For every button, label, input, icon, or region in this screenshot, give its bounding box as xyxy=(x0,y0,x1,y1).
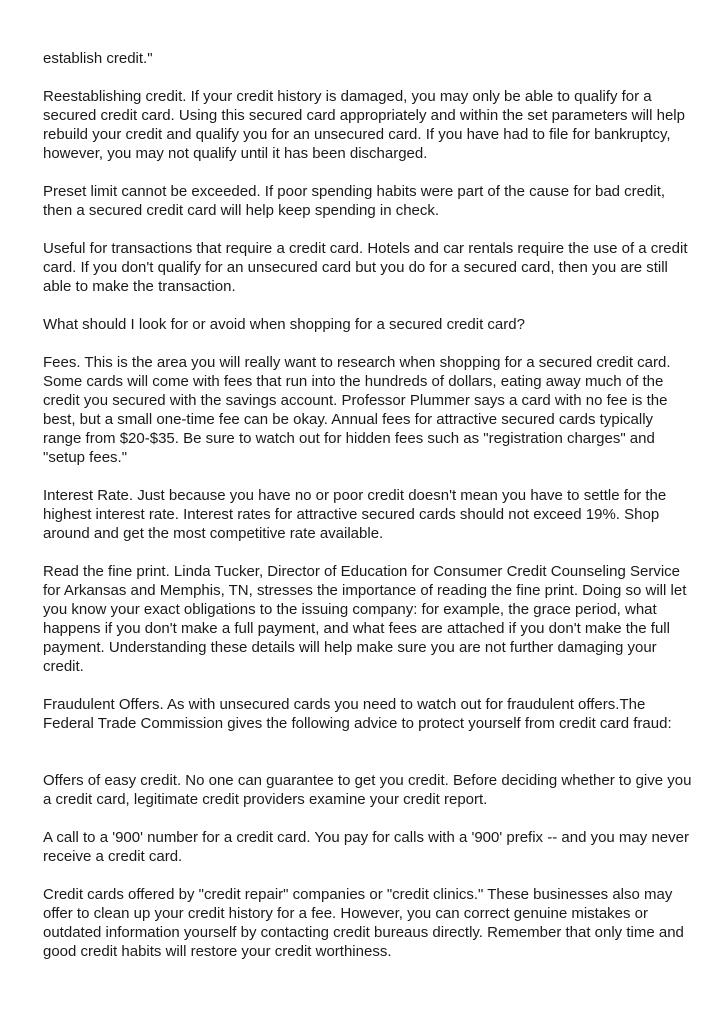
paragraph-useful-for-transactions: Useful for transactions that require a credit card. Hotels and car rentals require the use of a credit card. If you don't qualify for an unsecured card but you do for a secured card, then you are still able to make the transaction. xyxy=(43,240,688,295)
paragraph-easy-credit: Offers of easy credit. No one can guarantee to get you credit. Before deciding whether to give you a credit card, legitimate credit providers examine your credit report. xyxy=(43,772,692,808)
paragraph-900-number: A call to a '900' number for a credit card. You pay for calls with a '900' prefix -- and you may never receive a credit card. xyxy=(43,829,689,865)
paragraph-what-to-look-for: What should I look for or avoid when shopping for a secured credit card? xyxy=(43,316,525,333)
paragraph-establish-credit: establish credit." xyxy=(43,50,153,67)
paragraph-credit-repair: Credit cards offered by "credit repair" companies or "credit clinics." These businesses also may offer to clean up your credit history for a fee. However, you can correct genuine mistakes or outdated information yourself by contacting credit bureaus directly. Remember that only time and good credit habits will restore your credit worthiness. xyxy=(43,886,684,960)
paragraph-fees: Fees. This is the area you will really want to research when shopping for a secured credit card. Some cards will come with fees that run into the hundreds of dollars, eating away much of the credit you secured with the savings account. Professor Plummer says a card with no fee is the best, but a small one-time fee can be okay. Annual fees for attractive secured cards typically range from $20-$35. Be sure to watch out for hidden fees such as "registration charges" and "setup fees." xyxy=(43,354,671,466)
paragraph-reestablishing-credit: Reestablishing credit. If your credit history is damaged, you may only be able to qualify for a secured credit card. Using this secured card appropriately and within the set parameters will help rebuild your credit and qualify you for an unsecured card. If you have had to file for bankruptcy, however, you may not qualify until it has been discharged. xyxy=(43,88,685,162)
paragraph-fraudulent-offers: Fraudulent Offers. As with unsecured cards you need to watch out for fraudulent offers.The Federal Trade Commission gives the following advice to protect yourself from credit card fraud: xyxy=(43,696,672,732)
paragraph-interest-rate: Interest Rate. Just because you have no or poor credit doesn't mean you have to settle for the highest interest rate. Interest rates for attractive secured cards should not exceed 19%. Shop around and get the most competitive rate available. xyxy=(43,487,667,542)
blank-line xyxy=(43,752,693,771)
document-page xyxy=(43,49,693,980)
paragraph-fine-print: Read the fine print. Linda Tucker, Director of Education for Consumer Credit Counseling Service for Arkansas and Memphis, TN, stresses the importance of reading the fine print. Doing so will let you know your exact obligations to the issuing company: for example, the grace period, what happens if you don't make a full payment, and what fees are attached if you don't make the full payment. Understanding these details will help make sure you are not further damaging your credit. xyxy=(43,563,687,675)
paragraph-preset-limit: Preset limit cannot be exceeded. If poor spending habits were part of the cause for bad credit, then a secured credit card will help keep spending in check. xyxy=(43,183,666,219)
